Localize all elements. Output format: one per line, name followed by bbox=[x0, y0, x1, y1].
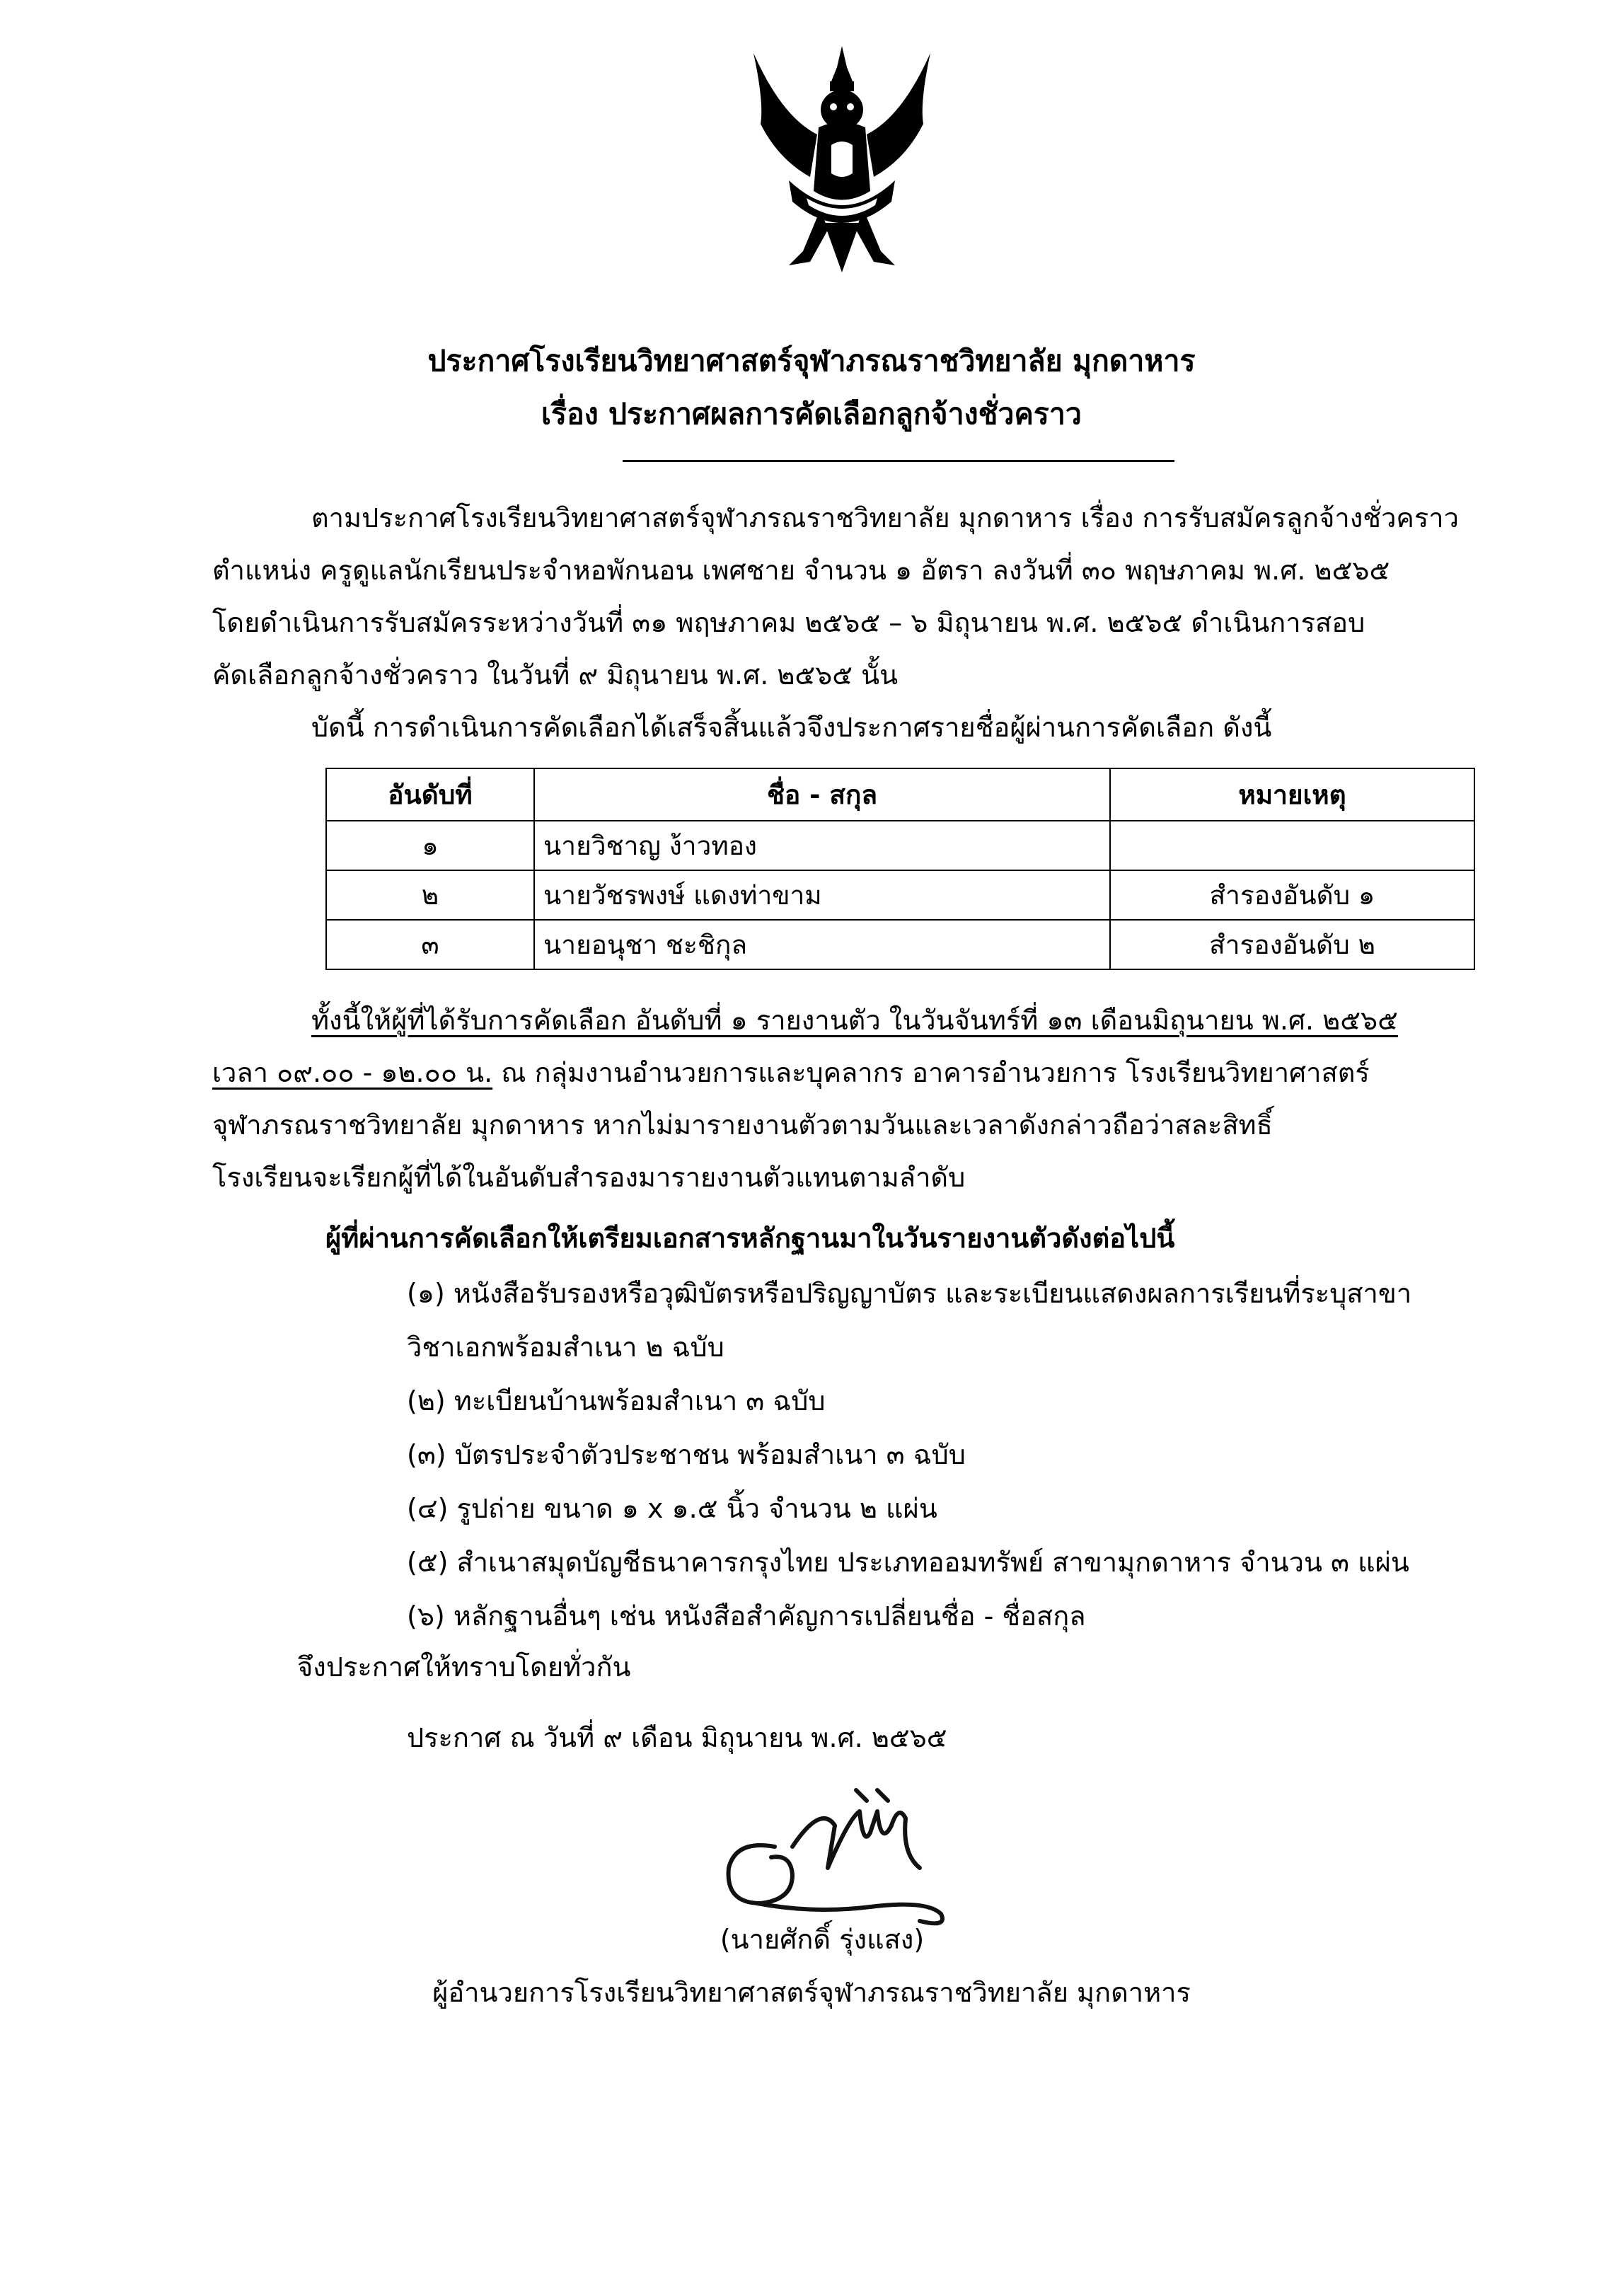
report-line: โรงเรียนจะเรียกผู้ที่ได้ในอันดับสำรองมารายงานตัวแทนตามลำดับ bbox=[212, 1162, 966, 1193]
rank-cell: ๒ bbox=[326, 870, 534, 920]
documents-list bbox=[407, 1267, 1468, 1643]
list-item: (๒) ทะเบียนบ้านพร้อมสำเนา ๓ ฉบับ bbox=[407, 1385, 826, 1417]
report-line bbox=[212, 1046, 1479, 1099]
rank-cell: ๓ bbox=[326, 920, 534, 969]
report-location: ณ กลุ่มงานอำนวยการและบุคลากร อาคารอำนวยการ โรงเรียนวิทยาศาสตร์ bbox=[492, 1057, 1370, 1088]
signer-position: ผู้อำนวยการโรงเรียนวิทยาศาสตร์จุฬาภรณราชวิทยาลัย มุกดาหาร bbox=[432, 1977, 1191, 2008]
closing-statement: จึงประกาศให้ทราบโดยทั่วกัน bbox=[297, 1651, 631, 1683]
note-cell bbox=[1110, 821, 1474, 870]
announcement-subject: เรื่อง ประกาศผลการคัดเลือกลูกจ้างชั่วคราว bbox=[541, 397, 1082, 431]
list-item: (๔) รูปถ่าย ขนาด ๑ x ๑.๕ นิ้ว จำนวน ๒ แผ่น bbox=[407, 1493, 937, 1524]
selection-results-table bbox=[325, 768, 1475, 970]
intro-line: คัดเลือกลูกจ้างชั่วคราว ในวันที่ ๙ มิถุนายน พ.ศ. ๒๕๖๕ นั้น bbox=[212, 659, 899, 691]
name-cell: นายวัชรพงษ์ แดงท่าขาม bbox=[534, 870, 1110, 920]
announcement-date: ประกาศ ณ วันที่ ๙ เดือน มิถุนายน พ.ศ. ๒๕๖๕ bbox=[407, 1722, 947, 1753]
intro-line: โดยดำเนินการรับสมัครระหว่างวันที่ ๓๑ พฤษภาคม ๒๕๖๕ – ๖ มิถุนายน พ.ศ. ๒๕๖๕ ดำเนินการสอบ bbox=[212, 607, 1365, 638]
signer-name-text: (นายศักดิ์ รุ่งแสง) bbox=[720, 1924, 925, 1955]
intro-line: ตามประกาศโรงเรียนวิทยาศาสตร์จุฬาภรณราชวิทยาลัย มุกดาหาร เรื่อง การรับสมัครลูกจ้างชั่วคราว bbox=[311, 502, 1459, 533]
note-cell: สำรองอันดับ ๑ bbox=[1110, 870, 1474, 920]
report-paragraph bbox=[212, 994, 1479, 1204]
intro-paragraph bbox=[212, 492, 1479, 754]
name-cell: นายวิชาญ ง้าวทอง bbox=[534, 821, 1110, 870]
intro-line: บัดนี้ การดำเนินการคัดเลือกได้เสร็จสิ้นแล้วจึงประกาศรายชื่อผู้ผ่านการคัดเลือก ดังนี้ bbox=[311, 712, 1272, 743]
signer-name bbox=[0, 1917, 1623, 1961]
note-header: หมายเหตุ bbox=[1110, 768, 1474, 821]
list-item: (๑) หนังสือรับรองหรือวุฒิบัตรหรือปริญญาบัตร และระเบียนแสดงผลการเรียนที่ระบุสาขา bbox=[407, 1278, 1412, 1309]
table-row bbox=[326, 821, 1474, 870]
name-header: ชื่อ - สกุล bbox=[534, 768, 1110, 821]
report-line: จุฬาภรณราชวิทยาลัย มุกดาหาร หากไม่มารายงานตัวตามวันและเวลาดังกล่าวถือว่าสละสิทธิ์ bbox=[212, 1109, 1273, 1141]
list-item: (๓) บัตรประจำตัวประชาชน พร้อมสำเนา ๓ ฉบับ bbox=[407, 1439, 966, 1470]
signature-icon bbox=[707, 1762, 1005, 1932]
report-time: เวลา ๐๙.๐๐ - ๑๒.๐๐ น. bbox=[212, 1057, 493, 1088]
garuda-emblem-icon bbox=[739, 39, 945, 283]
table-row bbox=[326, 870, 1474, 920]
documents-heading: ผู้ที่ผ่านการคัดเลือกให้เตรียมเอกสารหลักฐานมาในวันรายงานตัวดังต่อไปนี้ bbox=[325, 1223, 1175, 1254]
table-header-row bbox=[326, 768, 1474, 821]
title-divider bbox=[623, 460, 1174, 462]
report-line: ทั้งนี้ให้ผู้ที่ได้รับการคัดเลือก อันดับที่ ๑ รายงานตัว ในวันจันทร์ที่ ๑๓ เดือนมิถุนายน พ.ศ. ๒๕๖๕ bbox=[311, 1005, 1398, 1036]
list-item: (๖) หลักฐานอื่นๆ เช่น หนังสือสำคัญการเปลี่ยนชื่อ - ชื่อสกุล bbox=[407, 1600, 1086, 1632]
rank-header: อันดับที่ bbox=[326, 768, 534, 821]
name-cell: นายอนุชา ชะชิกุล bbox=[534, 920, 1110, 969]
rank-cell: ๑ bbox=[326, 821, 534, 870]
table-row bbox=[326, 920, 1474, 969]
list-item: วิชาเอกพร้อมสำเนา ๒ ฉบับ bbox=[407, 1332, 724, 1363]
note-cell: สำรองอันดับ ๒ bbox=[1110, 920, 1474, 969]
announcement-title: ประกาศโรงเรียนวิทยาศาสตร์จุฬาภรณราชวิทยาลัย มุกดาหาร bbox=[427, 344, 1196, 378]
list-item: (๕) สำเนาสมุดบัญชีธนาคารกรุงไทย ประเภทออมทรัพย์ สาขามุกดาหาร จำนวน ๓ แผ่น bbox=[407, 1547, 1409, 1578]
intro-line: ตำแหน่ง ครูดูแลนักเรียนประจำหอพักนอน เพศชาย จำนวน ๑ อัตรา ลงวันที่ ๓๐ พฤษภาคม พ.ศ. ๒๕๖๕ bbox=[212, 555, 1390, 586]
